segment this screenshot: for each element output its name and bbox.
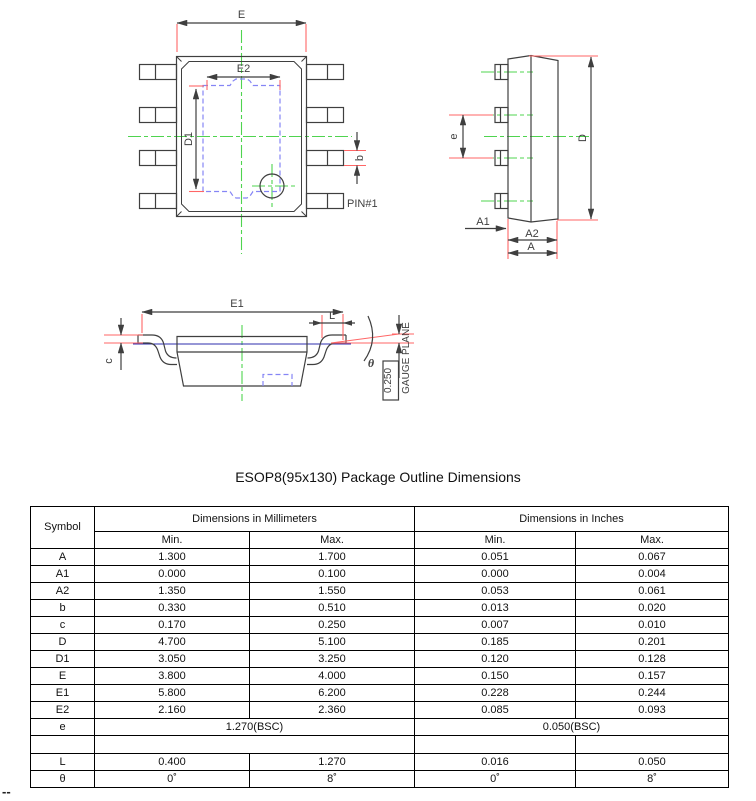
dim-label-E2: E2 bbox=[236, 63, 251, 75]
page-title: ESOP8(95x130) Package Outline Dimensions bbox=[235, 469, 521, 485]
table-row-empty bbox=[31, 736, 729, 754]
dimensions-table bbox=[30, 506, 729, 788]
table-row: D 4.700 5.100 0.185 0.201 bbox=[31, 634, 729, 651]
dim-label-c: c bbox=[103, 358, 115, 364]
table-row: A 1.300 1.700 0.051 0.067 bbox=[31, 549, 729, 566]
table-header-row-2 bbox=[31, 532, 729, 549]
header-inches: Dimensions in Inches bbox=[415, 507, 729, 532]
header-mm-min: Min. bbox=[95, 532, 250, 549]
table-row: c 0.170 0.250 0.007 0.010 bbox=[31, 617, 729, 634]
dim-label-A2: A2 bbox=[525, 228, 539, 240]
front-exposed-pad bbox=[263, 375, 292, 387]
empty-cell bbox=[415, 736, 576, 754]
dim-label-b: b bbox=[354, 154, 366, 162]
header-in-max: Max. bbox=[576, 532, 729, 549]
table-header-row-1 bbox=[31, 507, 729, 532]
table-row: A1 0.000 0.100 0.000 0.004 bbox=[31, 566, 729, 583]
empty-cell bbox=[576, 736, 729, 754]
dim-label-e: e bbox=[448, 133, 460, 140]
package-side-view bbox=[449, 56, 598, 260]
table-row: E2 2.160 2.360 0.085 0.093 bbox=[31, 702, 729, 719]
header-symbol: Symbol bbox=[31, 507, 95, 549]
side-centerlines bbox=[481, 72, 589, 201]
table-row: L 0.400 1.270 0.016 0.050 bbox=[31, 754, 729, 771]
package-top-view bbox=[128, 23, 366, 254]
table-row: A2 1.350 1.550 0.053 0.061 bbox=[31, 583, 729, 600]
footer-mark: -- bbox=[2, 784, 11, 799]
table-row: E 3.800 4.000 0.150 0.157 bbox=[31, 668, 729, 685]
empty-cell bbox=[95, 736, 415, 754]
dim-label-theta: θ bbox=[367, 356, 375, 370]
header-mm: Dimensions in Millimeters bbox=[95, 507, 415, 532]
dim-label-D: D bbox=[577, 134, 589, 142]
table-row: E1 5.800 6.200 0.228 0.244 bbox=[31, 685, 729, 702]
dim-label-E: E bbox=[237, 9, 246, 21]
dim-label-D1: D1 bbox=[183, 131, 195, 147]
pin1-label: PIN#1 bbox=[347, 198, 378, 210]
gauge-plane-label: GAUGE PLANE bbox=[401, 322, 412, 394]
gauge-offset-value: 0.250 bbox=[383, 367, 394, 394]
table-row-bsc: e 1.270(BSC) 0.050(BSC) bbox=[31, 719, 729, 736]
header-mm-max: Max. bbox=[250, 532, 415, 549]
dim-label-A: A bbox=[527, 241, 535, 253]
dim-label-A1: A1 bbox=[476, 216, 490, 228]
table-row: D1 3.050 3.250 0.120 0.128 bbox=[31, 651, 729, 668]
table-row: b 0.330 0.510 0.013 0.020 bbox=[31, 600, 729, 617]
dim-label-L: L bbox=[328, 310, 336, 322]
dim-label-E1: E1 bbox=[230, 298, 244, 310]
red-extension-lines-front bbox=[104, 314, 414, 343]
table-row: θ 0˚ 8˚ 0˚ 8˚ bbox=[31, 771, 729, 788]
empty-cell bbox=[31, 736, 95, 754]
header-in-min: Min. bbox=[415, 532, 576, 549]
